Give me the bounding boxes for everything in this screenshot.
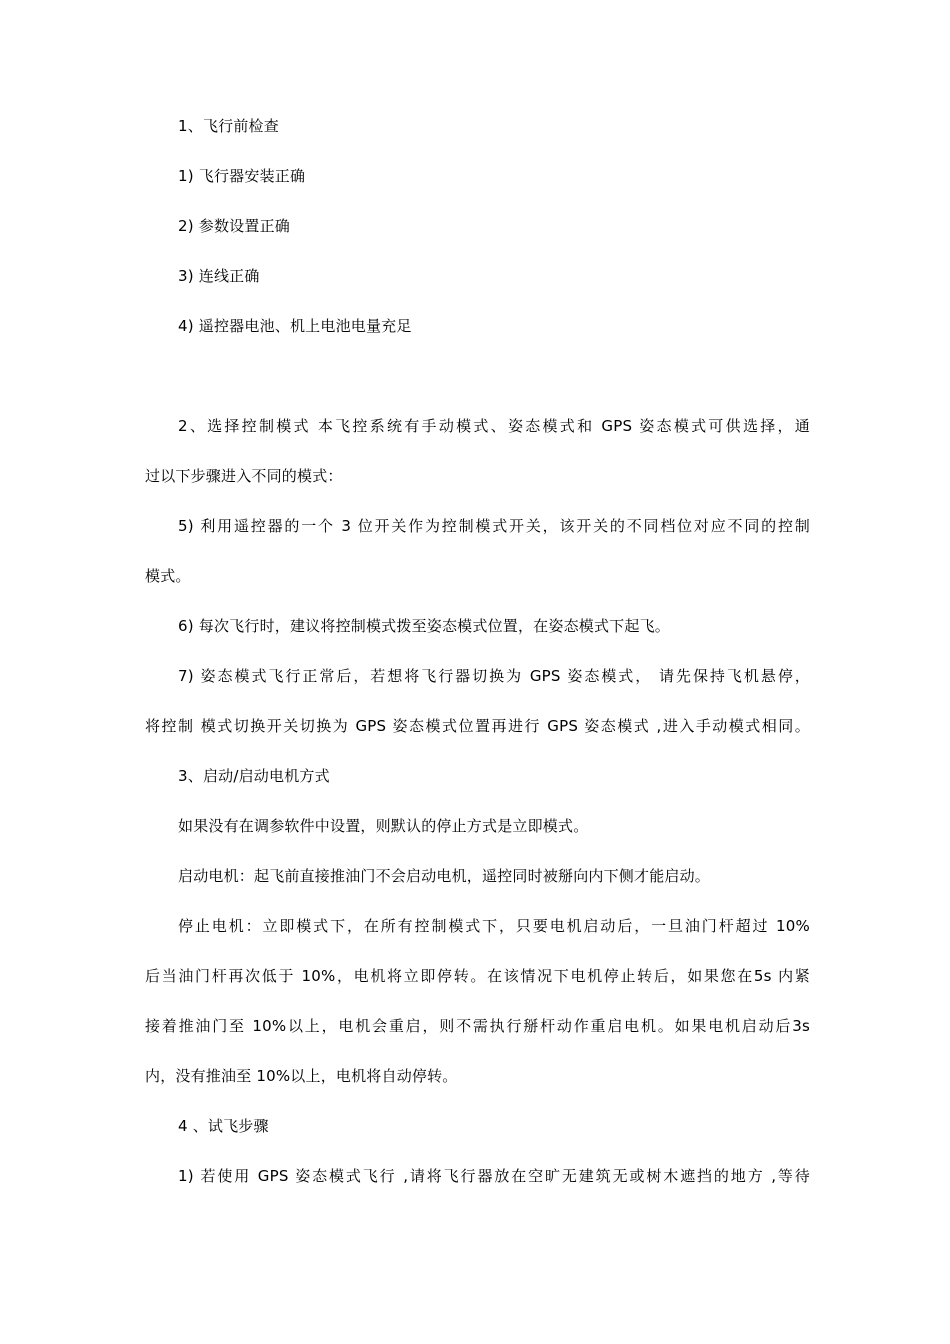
section-3-paragraph-3-line-2: 后当油门杆再次低于 10%，电机将立即停转。在该情况下电机停止转后，如果您在5s 内紧 (145, 967, 810, 985)
section-3-paragraph-1: 如果没有在调参软件中设置，则默认的停止方式是立即模式。 (178, 817, 589, 835)
checklist-item-4: 4) 遥控器电池、机上电池电量充足 (178, 317, 412, 335)
mode-item-7-line-1: 7) 姿态模式飞行正常后，若想将飞行器切换为 GPS 姿态模式， 请先保持飞机悬停， (178, 667, 810, 685)
section-3-paragraph-3-line-4: 内，没有推油至 10%以上，电机将自动停转。 (145, 1067, 458, 1085)
mode-item-6: 6) 每次飞行时，建议将控制模式拨至姿态模式位置，在姿态模式下起飞。 (178, 617, 670, 635)
mode-item-7-line-2: 将控制 模式切换开关切换为 GPS 姿态模式位置再进行 GPS 姿态模式 ,进入手动模式相同。 (145, 717, 810, 735)
checklist-item-3: 3) 连线正确 (178, 267, 260, 285)
section-3-paragraph-3-line-1: 停止电机：立即模式下，在所有控制模式下，只要电机启动后，一旦油门杆超过 10% (178, 917, 810, 935)
section-2-intro-line-2: 过以下步骤进入不同的模式： (145, 467, 343, 485)
section-3-paragraph-3-line-3: 接着推油门至 10%以上，电机会重启，则不需执行掰杆动作重启电机。如果电机启动后3s (145, 1017, 810, 1035)
checklist-item-2: 2) 参数设置正确 (178, 217, 290, 235)
checklist-item-1: 1) 飞行器安装正确 (178, 167, 306, 185)
mode-item-5-line-1: 5) 利用遥控器的一个 3 位开关作为控制模式开关，该开关的不同档位对应不同的控制 (178, 517, 810, 535)
mode-item-5-line-2: 模式。 (145, 567, 191, 585)
test-flight-item-1-line-1: 1) 若使用 GPS 姿态模式飞行 ,请将飞行器放在空旷无建筑无或树木遮挡的地方 ,等待 (178, 1167, 810, 1185)
section-1-heading: 1、飞行前检查 (178, 117, 279, 135)
section-3-heading: 3、启动/启动电机方式 (178, 767, 330, 785)
section-4-heading: 4 、试飞步骤 (178, 1117, 269, 1135)
section-2-intro-line-1: 2、选择控制模式 本飞控系统有手动模式、姿态模式和 GPS 姿态模式可供选择，通 (178, 417, 810, 435)
section-3-paragraph-2: 启动电机：起飞前直接推油门不会启动电机，遥控同时被掰向内下侧才能启动。 (178, 867, 711, 885)
